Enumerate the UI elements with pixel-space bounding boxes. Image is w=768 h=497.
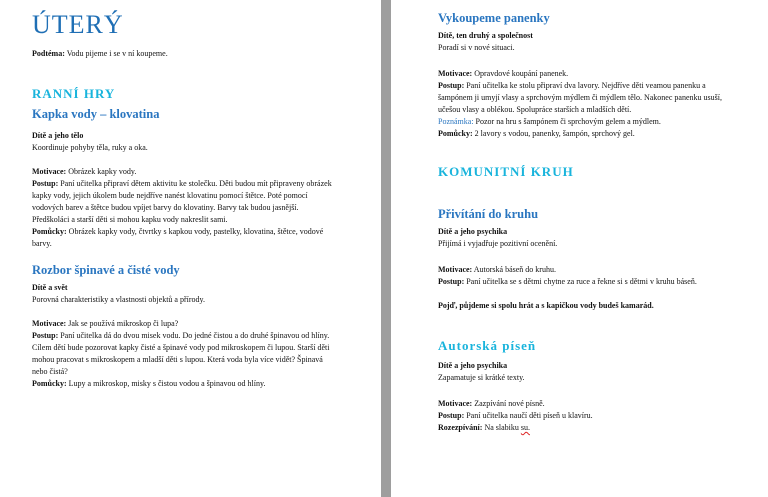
activity-4-title: Přivítání do kruhu	[438, 207, 539, 221]
procedure-line: nebo čistá?	[32, 367, 68, 376]
motivation-text: Opravdové koupání panenek.	[474, 69, 569, 78]
activity-5-area-text: Zapamatuje si krátké texty.	[438, 373, 525, 382]
activity-2-procedure	[32, 330, 359, 378]
aids-label: Pomůcky:	[438, 129, 473, 138]
procedure-line: Paní učitelka ke stolu připraví dva lavory. Nejdříve děti veamou panenku a	[466, 81, 706, 90]
topic-line	[32, 48, 359, 60]
aids-label: Pomůcky:	[32, 227, 67, 236]
topic-label: Podtéma:	[32, 49, 65, 58]
activity-1-area-text: Koordinuje pohyby těla, ruky a oka.	[32, 143, 148, 152]
activity-3-procedure	[438, 80, 756, 116]
activity-2-area-text: Porovná charakteristiky a vlastnosti objektů a přírody.	[32, 295, 205, 304]
activity-5-area-label: Dítě a jeho psychika	[438, 361, 508, 370]
morning-games-heading: RANNÍ HRY	[32, 86, 116, 101]
motivation-label: Motivace:	[438, 265, 473, 274]
activity-5-procedure	[438, 410, 756, 422]
activity-4-procedure	[438, 276, 756, 288]
left-page	[0, 0, 381, 497]
community-circle-heading: KOMUNITNÍ KRUH	[438, 164, 574, 179]
motivation-label: Motivace:	[32, 167, 67, 176]
activity-3-motivation	[438, 68, 756, 80]
procedure-line: šampónem ji umyjí vlasy a sprchovým mýdlem či mýdlem tělo. Nakonec panenku usuší,	[438, 93, 722, 102]
procedure-label: Postup:	[32, 179, 59, 188]
procedure-label: Postup:	[438, 81, 465, 90]
activity-2-area-label: Dítě a svět	[32, 283, 68, 292]
day-title: ÚTERÝ	[32, 10, 124, 39]
activity-5-warmup	[438, 422, 756, 434]
activity-3-aids	[438, 128, 756, 140]
activity-2-aids	[32, 378, 359, 390]
activity-1-area-label: Dítě a jeho tělo	[32, 131, 84, 140]
note-label: Poznámka:	[438, 117, 474, 126]
motivation-label: Motivace:	[438, 399, 473, 408]
aids-label: Pomůcky:	[32, 379, 67, 388]
topic-text: Vodu pijeme i se v ní koupeme.	[66, 49, 168, 58]
warmup-label: Rozezpívání:	[438, 423, 483, 432]
warmup-syllable: su.	[520, 423, 530, 432]
note-text: Pozor na hru s šampónem či sprchovým gelem a mýdlem.	[475, 117, 661, 126]
procedure-line: vodových barev a štětce budou vpíjet barvy do klovatiny. Barvy tak budou jasnější.	[32, 203, 299, 212]
activity-3-area-text: Poradí si v nové situaci.	[438, 43, 515, 52]
activity-5-title: Autorská píseň	[438, 338, 537, 353]
motivation-text: Obrázek kapky vody.	[68, 167, 137, 176]
procedure-line: Paní učitelka připraví dětem aktivitu ke stolečku. Děti budou mít připraveny obrázek	[60, 179, 332, 188]
right-page	[391, 0, 768, 497]
motivation-text: Zazpívání nové písně.	[474, 399, 545, 408]
procedure-label: Postup:	[32, 331, 59, 340]
procedure-text: Paní učitelka naučí děti píseň u klavíru.	[466, 411, 593, 420]
procedure-text: Paní učitelka se s dětmi chytne za ruce a řekne si s dětmi v kruhu báseň.	[466, 277, 697, 286]
procedure-label: Postup:	[438, 277, 465, 286]
activity-3-area-label: Dítě, ten druhý a společnost	[438, 31, 533, 40]
activity-4-area-text: Přijímá i vyjadřuje pozitivní ocenění.	[438, 239, 558, 248]
procedure-label: Postup:	[438, 411, 465, 420]
motivation-text: Jak se používá mikroskop či lupa?	[68, 319, 179, 328]
activity-2-motivation	[32, 318, 359, 330]
motivation-text: Autorská báseň do kruhu.	[473, 265, 556, 274]
warmup-text: Na slabiku	[484, 423, 521, 432]
activity-1-procedure	[32, 178, 359, 226]
procedure-line: Cílem dětí bude pozorovat kapky čisté a špinavé vody pod mikroskopem či lupou. Starší děti	[32, 343, 330, 352]
activity-3-note	[438, 116, 756, 128]
activity-4-motivation	[438, 264, 756, 276]
procedure-line: kapky vody, jejich úkolem bude nejdříve nanést klovatinu pomocí štětce. Poté pomocí	[32, 191, 308, 200]
activity-5-motivation	[438, 398, 756, 410]
aids-text: Lupy a mikroskop, misky s čistou vodou a špinavou od hlíny.	[68, 379, 266, 388]
procedure-line: učešou vlasy a oblékou. Spolupráce starších a mladších dětí.	[438, 105, 632, 114]
activity-3-title: Vykoupeme panenky	[438, 11, 550, 25]
procedure-line: mohou pracovat s mikroskopem a mladší děti s lupou. Která voda byla více vidět? Špinavá	[32, 355, 323, 364]
activity-1-motivation	[32, 166, 359, 178]
page-gutter	[381, 0, 391, 497]
aids-text: 2 lavory s vodou, panenky, šampón, sprchový gel.	[474, 129, 635, 138]
procedure-line: Paní učitelka dá do dvou misek vodu. Do jedné čistou a do druhé špinavou od hlíny.	[60, 331, 330, 340]
activity-4-area-label: Dítě a jeho psychika	[438, 227, 508, 236]
activity-2-title: Rozbor špinavé a čisté vody	[32, 263, 180, 277]
activity-1-aids	[32, 226, 359, 250]
aids-line: Obrázek kapky vody, čtvrtky s kapkou vody, pastelky, klovatina, štětce, vodové	[68, 227, 324, 236]
activity-1-title: Kapka vody – klovatina	[32, 107, 160, 121]
poem-line: Pojď, půjdeme si spolu hrát a s kapičkou vody budeš kamarád.	[438, 301, 654, 310]
aids-line: barvy.	[32, 239, 52, 248]
procedure-line: Předškoláci a starší děti si mohou kapku vody nakreslit sami.	[32, 215, 228, 224]
motivation-label: Motivace:	[438, 69, 473, 78]
motivation-label: Motivace:	[32, 319, 67, 328]
